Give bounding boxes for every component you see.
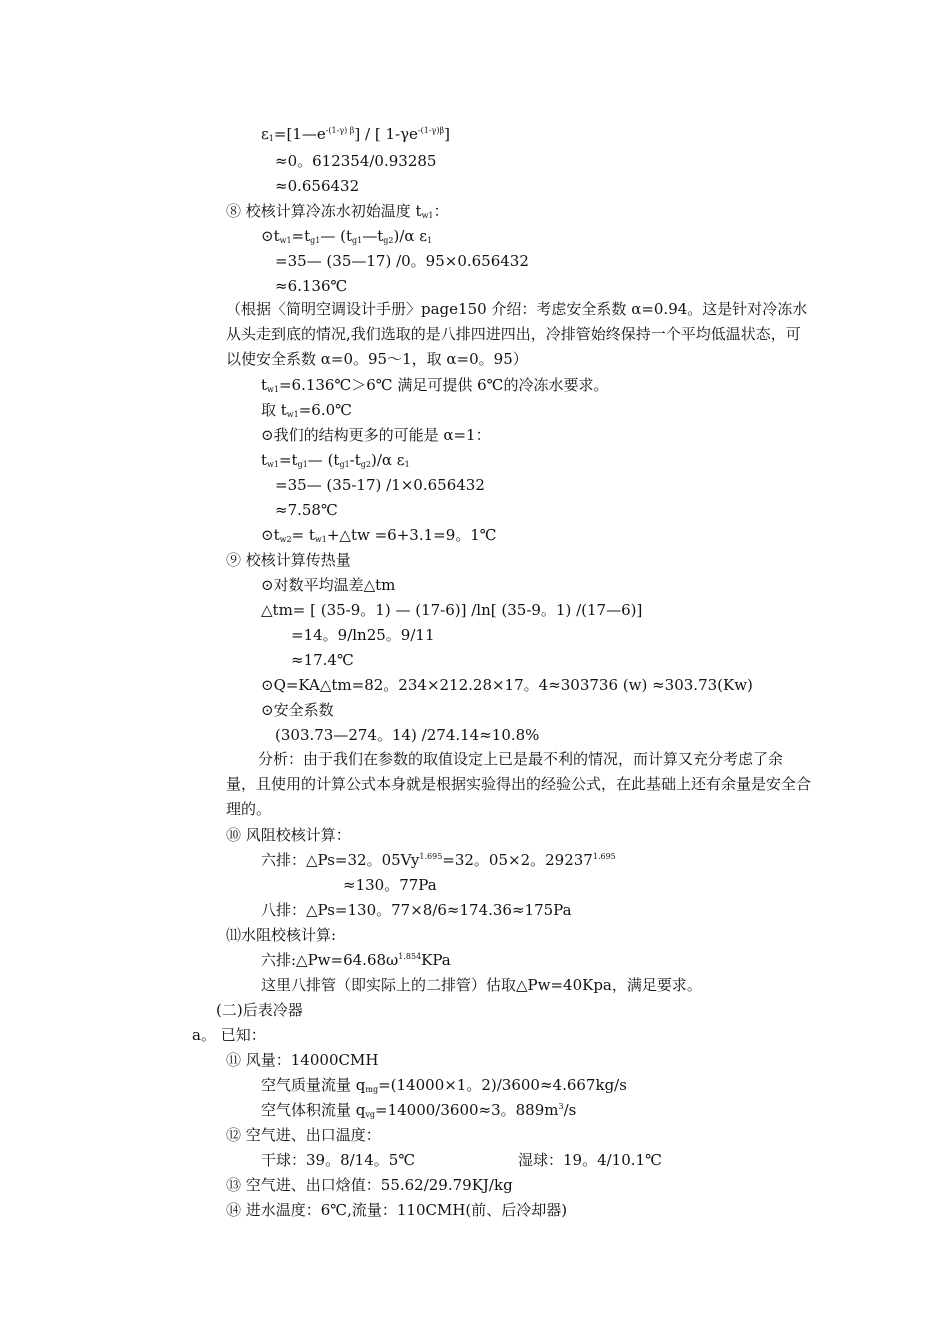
eq-water-resistance-six-row: 六排$:\triangle Pw=64.68\omega^{1.854}KPa$ [261, 951, 451, 969]
item-inlet-water: ⑭ 进水温度：6℃,流量：110CMH(前、后冷却器) [226, 1201, 568, 1219]
section-11-heading: ⑾水阻校核计算: [226, 926, 337, 944]
water-resistance-note: 这里八排管（即实际上的二排管）估取△Pw=40Kpa，满足要求。 [261, 976, 702, 994]
item-airflow: ⑪ 风量：14000CMH [226, 1051, 379, 1069]
eq-air-resistance-result: ≈130。77Pa [343, 876, 437, 894]
item-air-enthalpy: ⑬ 空气进、出口焓值：55.62/29.79KJ/kg [226, 1176, 513, 1194]
eq-lmtd-result: ≈17.4℃ [291, 651, 354, 669]
eq-tw2: $⊙t_{w2}=$ $t_{w1}+\triangle tw =6+3.1=9$。1℃ [261, 526, 497, 544]
tw1-adopted: 取 $t_{w1}=6.0℃$ [261, 401, 352, 419]
safety-factor-heading: ⊙安全系数 [261, 701, 334, 719]
eq-air-resistance-eight-row: 八排：△Ps=130。77×8/6≈174.36≈175Pa [261, 901, 572, 919]
known-heading: a。 已知： [192, 1026, 266, 1044]
eq-tw1-substitution-alpha1: =35— (35-17) /1×0.656432 [275, 476, 485, 494]
section-9-heading: ⑨ 校核计算传热量 [226, 551, 351, 569]
eq-heat-transfer: ⊙Q=KA△tm=82。234×212.28×17。4≈303736 (w) ≈303.73(Kw) [261, 676, 753, 694]
note-paragraph: （根据〈简明空调设计手册〉page150 介绍：考虑安全系数 α=0.94。这是针对冷冻水从头走到底的情况,我们选取的是八排四进四出，冷排管始终保持一个平均低温状态，可以使安全系数 α=0。95～1，取 α=0。95） [226, 300, 808, 368]
eq-safety-factor: (303.73—274。14) /274.14≈10.8% [275, 726, 540, 744]
dry-bulb-temperature: 干球：39。8/14。5℃ [261, 1151, 416, 1169]
eq-approx-result: ≈0.656432 [275, 177, 360, 195]
section-10-heading: ⑩ 风阻校核计算： [226, 826, 351, 844]
eq-epsilon: $\varepsilon_1=[1—e^{-(1-\gamma) \beta}]$ / [ $1-\gamma e^{-(1-\gamma)\beta}$] [261, 125, 450, 143]
section-8-heading: ⑧ 校核计算冷冻水初始温度 $t_{w1}$： [226, 202, 449, 220]
analysis-paragraph: 分析：由于我们在参数的取值设定上已是最不利的情况，而计算又充分考虑了余量，且使用的计算公式本身就是根据实验得出的经验公式，在此基础上还有余量是安全合理的。 [226, 750, 812, 818]
rear-cooler-heading: (二)后表冷器 [216, 1001, 303, 1019]
eq-tw1-result: ≈6.136℃ [275, 277, 348, 295]
alpha-one-case: ⊙我们的结构更多的可能是 α=1： [261, 426, 491, 444]
tw1-check: $t_{w1}=6.136℃>6℃$ 满足可提供 6℃的冷冻水要求。 [261, 376, 609, 394]
lmtd-heading: ⊙对数平均温差△tm [261, 576, 396, 594]
eq-tw1-substitution: =35— (35—17) /0。95×0.656432 [275, 252, 529, 270]
item-air-temperature: ⑫ 空气进、出口温度： [226, 1126, 381, 1144]
eq-tw1-formula-alpha1: $t_{w1}=t_{g1}—$ $(t_{g1}-t_{g2})/\alpha$ $\varepsilon_1$ [261, 451, 410, 469]
air-mass-flow: 空气质量流量 $q_{mg}=(14000\times 1$。2)/3600≈4.667kg/s [261, 1076, 627, 1094]
wet-bulb-temperature: 湿球：19。4/10.1℃ [518, 1151, 662, 1169]
eq-lmtd: △tm= [ (35-9。1) — (17-6)] /ln[ (35-9。1) /(17—6)] [261, 601, 643, 619]
eq-tw1-result-alpha1: ≈7.58℃ [275, 501, 338, 519]
eq-lmtd-step: =14。9/ln25。9/11 [291, 626, 435, 644]
eq-approx-ratio: ≈0。612354/0.93285 [275, 152, 437, 170]
air-volume-flow: 空气体积流量 $q_{vg}=14000/3600\approx 3$。$889m^3/s$ [261, 1101, 577, 1119]
eq-tw1-formula: $⊙t_{w1}=t_{g1}—$ $(t_{g1}—t_{g2})/\alpha$ $\varepsilon_1$ [261, 227, 433, 245]
eq-air-resistance-six-row: 六排：△Ps=32。$05Vy^{1.695}=32$。05×2。$29237^{1.695}$ [261, 851, 616, 869]
